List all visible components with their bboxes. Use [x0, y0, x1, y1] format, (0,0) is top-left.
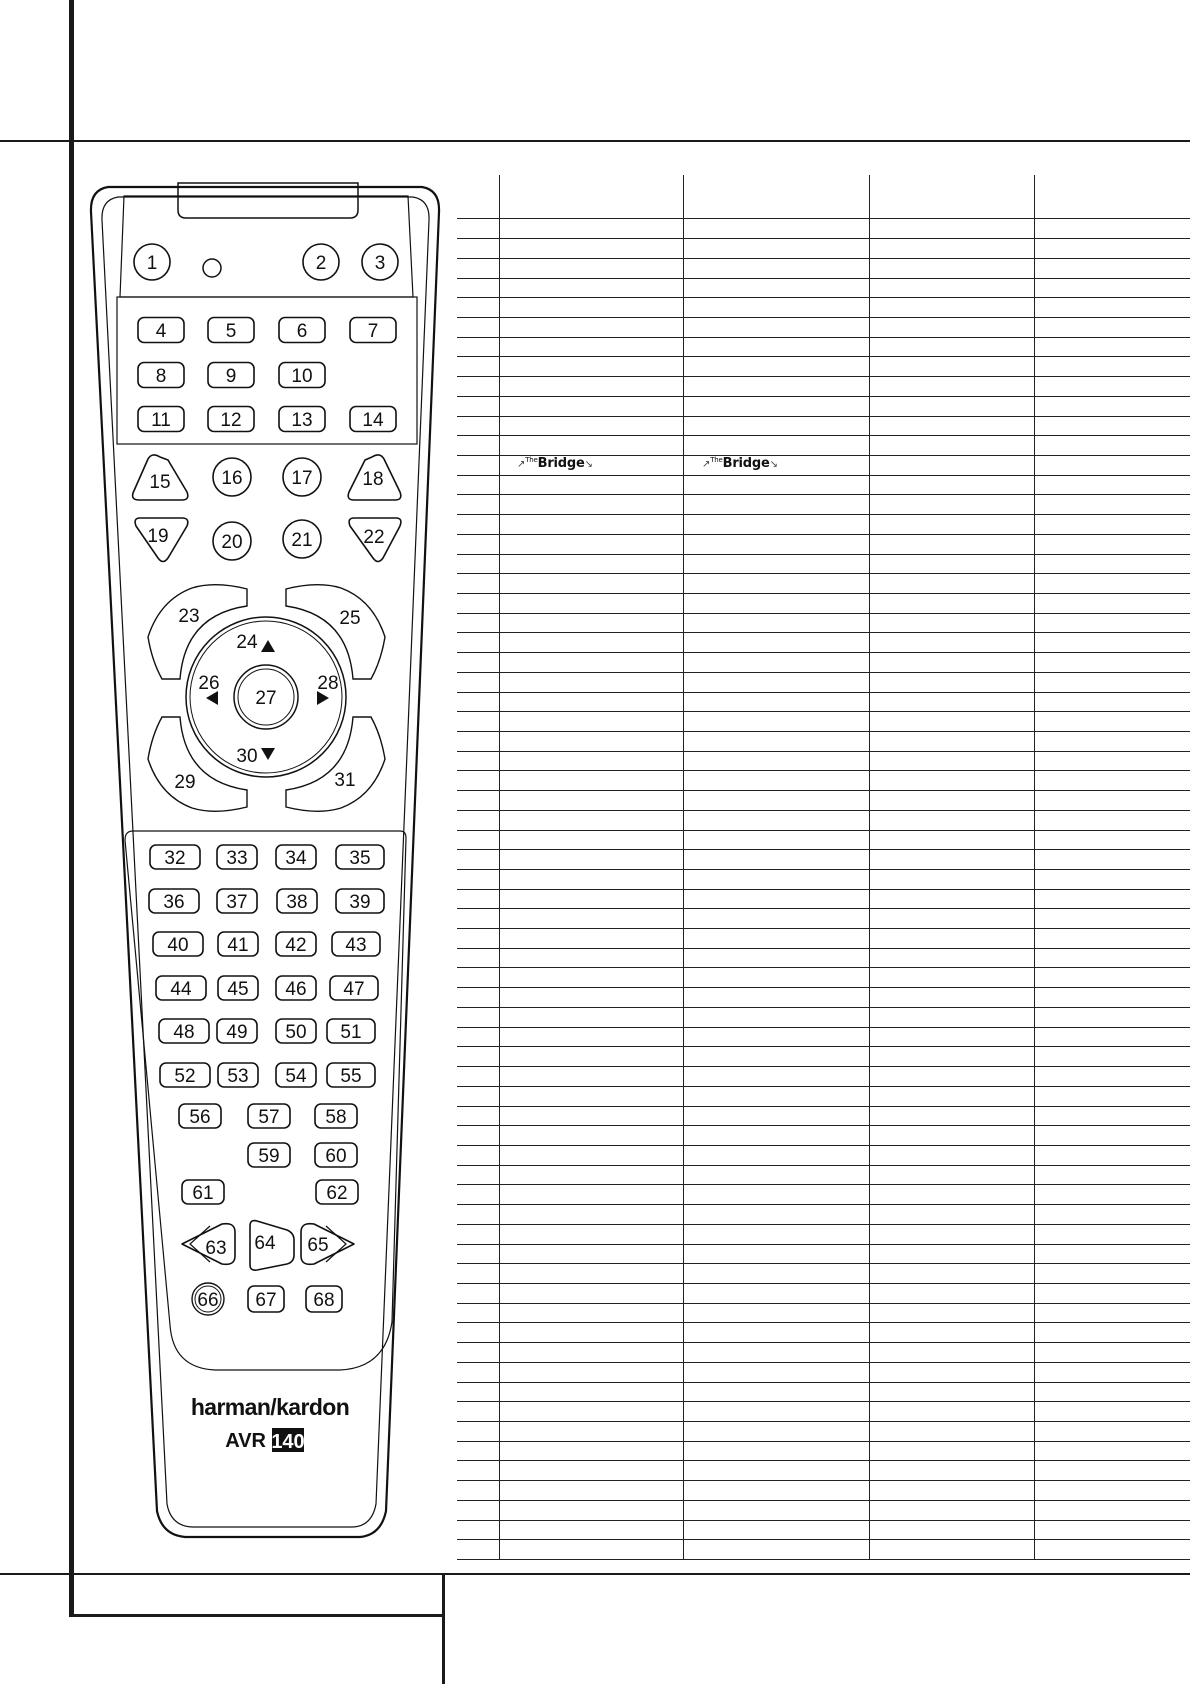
table-row-line: [457, 1244, 1190, 1245]
remote-button-label-7: 7: [367, 321, 379, 342]
table-row-line: [457, 652, 1190, 653]
table-column-line: [869, 175, 870, 1559]
remote-button-label-42: 42: [285, 935, 307, 956]
table-row-line: [457, 1184, 1190, 1185]
remote-button-label-37: 37: [226, 892, 248, 913]
table-row-line: [457, 494, 1190, 495]
bridge-logo-col1: ↗$^{The}$Bridge↘: [517, 456, 593, 471]
model-number: 140: [271, 1431, 305, 1453]
table-column-line: [1034, 175, 1035, 1559]
table-row-line: [457, 475, 1190, 476]
table-row-line: [457, 692, 1190, 693]
table-row-line: [457, 573, 1190, 574]
remote-button-label-24: 24: [236, 632, 258, 653]
remote-button-label-1: 1: [146, 253, 158, 274]
table-row-line: [457, 1539, 1190, 1540]
remote-button-label-55: 55: [340, 1066, 362, 1087]
remote-button-label-29: 29: [174, 772, 196, 793]
table-row-line: [457, 1382, 1190, 1383]
table-row-line: [457, 1480, 1190, 1481]
table-row-line: [457, 1263, 1190, 1264]
table-row-line: [457, 1303, 1190, 1304]
table-row-line: [457, 554, 1190, 555]
remote-button-label-13: 13: [291, 410, 313, 431]
remote-button-label-39: 39: [349, 892, 371, 913]
remote-button-label-12: 12: [220, 410, 242, 431]
remote-button-label-28: 28: [317, 673, 339, 694]
footer-rule: [0, 1573, 1190, 1575]
table-row-line: [457, 790, 1190, 791]
remote-button-label-67: 67: [255, 1290, 277, 1311]
remote-button-label-26: 26: [198, 673, 220, 694]
table-row-line: [457, 1007, 1190, 1008]
table-row-line: [457, 770, 1190, 771]
remote-button-label-68: 68: [313, 1290, 335, 1311]
remote-button-label-66: 66: [197, 1290, 219, 1311]
table-row-line: [457, 356, 1190, 357]
remote-button-label-10: 10: [291, 366, 313, 387]
table-row-line: [457, 810, 1190, 811]
table-row-line: [457, 218, 1190, 219]
remote-button-label-9: 9: [225, 366, 237, 387]
table-row-line: [457, 987, 1190, 988]
remote-button-label-63: 63: [205, 1238, 227, 1259]
table-row-line: [457, 1165, 1190, 1166]
remote-button-label-51: 51: [340, 1022, 362, 1043]
table-row-line: [457, 672, 1190, 673]
remote-button-label-33: 33: [226, 848, 248, 869]
table-row-line: [457, 317, 1190, 318]
remote-button-label-20: 20: [221, 532, 243, 553]
table-row-line: [457, 593, 1190, 594]
remote-button-label-59: 59: [258, 1146, 280, 1167]
remote-button-label-19: 19: [147, 526, 169, 547]
remote-button-label-32: 32: [164, 848, 186, 869]
remote-button-label-21: 21: [291, 530, 313, 551]
remote-button-label-49: 49: [226, 1022, 248, 1043]
table-row-line: [457, 830, 1190, 831]
table-row-line: [457, 1204, 1190, 1205]
table-column-line: [683, 175, 684, 1559]
remote-button-label-22: 22: [363, 527, 385, 548]
footer-box-bottom-rule: [69, 1614, 444, 1617]
arrow-down-icon: [261, 748, 275, 760]
remote-button-label-56: 56: [189, 1107, 211, 1128]
remote-button-label-4: 4: [155, 321, 167, 342]
table-row-line: [457, 1027, 1190, 1028]
remote-button-label-8: 8: [155, 366, 167, 387]
table-row-line: [457, 869, 1190, 870]
remote-button-label-61: 61: [192, 1183, 214, 1204]
table-row-line: [457, 435, 1190, 436]
remote-button-label-60: 60: [325, 1146, 347, 1167]
remote-button-label-50: 50: [285, 1022, 307, 1043]
table-row-line: [457, 1322, 1190, 1323]
remote-button-label-3: 3: [374, 253, 386, 274]
remote-button-label-17: 17: [291, 468, 313, 489]
remote-button-label-64: 64: [254, 1233, 276, 1254]
remote-button-label-38: 38: [286, 892, 308, 913]
remote-button-label-40: 40: [167, 935, 189, 956]
corner-button-25: [286, 585, 385, 679]
table-row-line: [457, 632, 1190, 633]
table-row-line: [457, 416, 1190, 417]
table-row-line: [457, 751, 1190, 752]
remote-button-label-45: 45: [227, 979, 249, 1000]
remote-button-label-34: 34: [285, 848, 307, 869]
table-row-line: [457, 534, 1190, 535]
table-row-line: [457, 1125, 1190, 1126]
remote-button-label-18: 18: [362, 469, 384, 490]
remote-button-label-15: 15: [149, 472, 171, 493]
table-row-line: [457, 376, 1190, 377]
table-row-line: [457, 1362, 1190, 1363]
remote-button-label-30: 30: [236, 746, 258, 767]
table-row-line: [457, 1559, 1190, 1560]
table-row-line: [457, 908, 1190, 909]
arrow-up-icon: [261, 640, 275, 652]
table-row-line: [457, 731, 1190, 732]
table-row-line: [457, 1224, 1190, 1225]
table-row-line: [457, 1421, 1190, 1422]
table-row-line: [457, 514, 1190, 515]
table-row-line: [457, 1460, 1190, 1461]
table-row-line: [457, 1283, 1190, 1284]
table-row-line: [457, 1046, 1190, 1047]
remote-body-outer: [91, 187, 439, 1537]
table-row-line: [457, 278, 1190, 279]
remote-button-label-2: 2: [315, 253, 327, 274]
table-row-line: [457, 711, 1190, 712]
remote-button-label-27: 27: [255, 688, 277, 709]
table-row-line: [457, 1086, 1190, 1087]
bridge-logo-col2: ↗$^{The}$Bridge↘: [702, 456, 778, 471]
table-row-line: [457, 1520, 1190, 1521]
table-row-line: [457, 1342, 1190, 1343]
table-row-line: [457, 1145, 1190, 1146]
remote-button-label-58: 58: [325, 1107, 347, 1128]
remote-button-label-36: 36: [163, 892, 185, 913]
table-row-line: [457, 948, 1190, 949]
remote-button-label-62: 62: [326, 1183, 348, 1204]
table-row-line: [457, 1066, 1190, 1067]
remote-button-label-5: 5: [225, 321, 237, 342]
remote-button-label-31: 31: [334, 770, 356, 791]
top-section-panel: [120, 196, 413, 297]
remote-button-label-6: 6: [296, 321, 308, 342]
table-row-line: [457, 928, 1190, 929]
remote-button-label-11: 11: [151, 410, 171, 431]
table-row-line: [457, 1500, 1190, 1501]
remote-button-label-53: 53: [227, 1066, 249, 1087]
table-row-line: [457, 1441, 1190, 1442]
table-row-line: [457, 967, 1190, 968]
remote-button-label-57: 57: [258, 1107, 280, 1128]
remote-button-label-16: 16: [221, 468, 243, 489]
table-column-line: [499, 175, 500, 1559]
remote-button-label-14: 14: [362, 410, 384, 431]
table-row-line: [457, 337, 1190, 338]
model-prefix: AVR: [225, 1430, 266, 1452]
brand-logo: harman/kardon: [190, 1394, 350, 1420]
remote-button-label-46: 46: [285, 979, 307, 1000]
table-row-line: [457, 849, 1190, 850]
table-row-line: [457, 297, 1190, 298]
ir-window: [178, 183, 358, 218]
remote-control-illustration: [0, 0, 460, 1560]
remote-button-label-23: 23: [178, 606, 200, 627]
table-row-line: [457, 238, 1190, 239]
remote-button-label-41: 41: [227, 935, 249, 956]
table-row-line: [457, 258, 1190, 259]
remote-button-label-43: 43: [345, 935, 367, 956]
remote-button-label-25: 25: [339, 608, 361, 629]
led-indicator: [203, 259, 221, 277]
footer-box-right-rule: [442, 1573, 445, 1684]
remote-button-label-35: 35: [349, 848, 371, 869]
remote-button-label-44: 44: [170, 979, 192, 1000]
table-row-line: [457, 889, 1190, 890]
table-row-line: [457, 1401, 1190, 1402]
remote-button-label-54: 54: [285, 1066, 307, 1087]
remote-button-label-65: 65: [307, 1235, 329, 1256]
table-row-line: [457, 396, 1190, 397]
remote-button-label-47: 47: [343, 979, 365, 1000]
corner-button-29: [148, 717, 247, 811]
table-row-line: [457, 613, 1190, 614]
table-row-line: [457, 1106, 1190, 1107]
remote-button-label-52: 52: [174, 1066, 196, 1087]
remote-button-label-48: 48: [173, 1022, 195, 1043]
